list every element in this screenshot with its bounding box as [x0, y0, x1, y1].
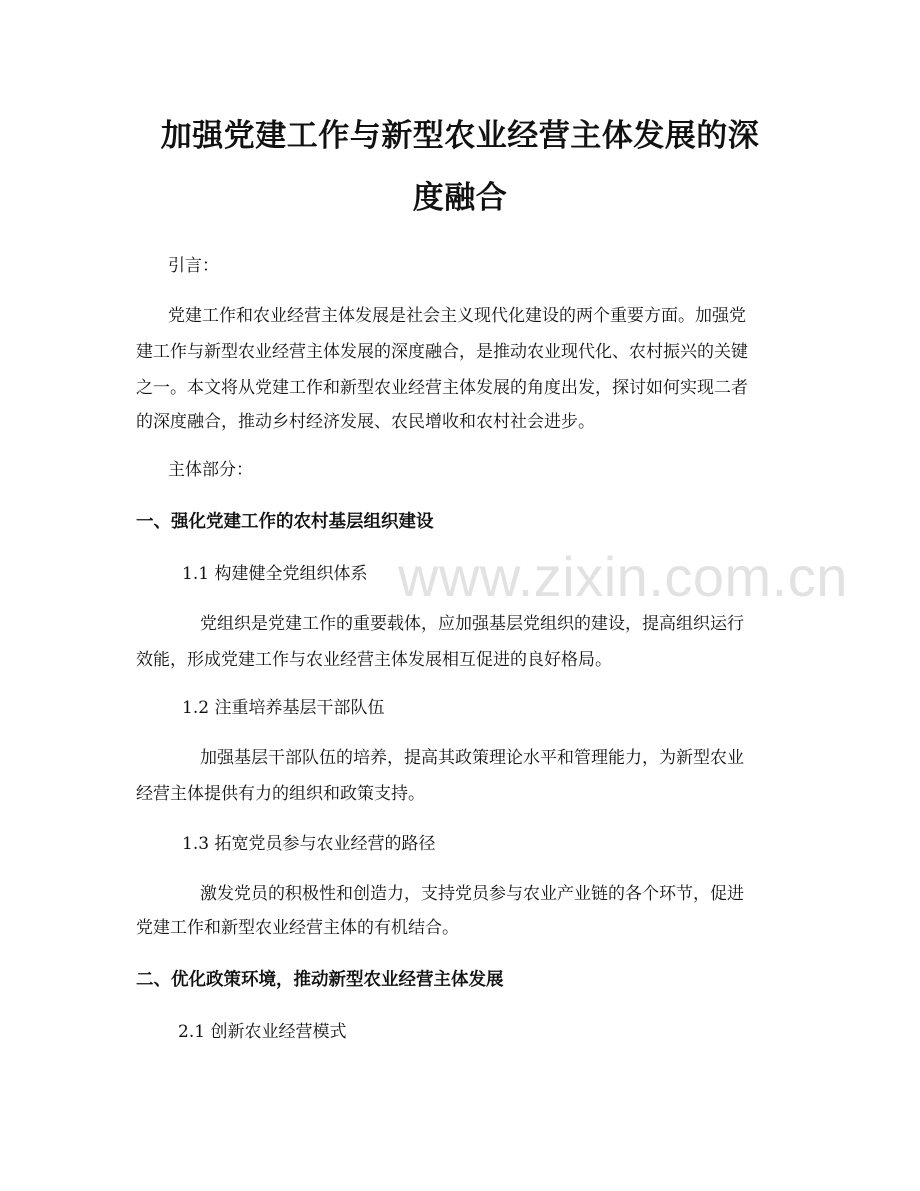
main-label: 主体部分： — [168, 460, 253, 480]
subsection-1-3-line-1: 激发党员的积极性和创造力，支持党员参与农业产业链的各个环节，促进 — [200, 884, 744, 904]
intro-paragraph-line-4: 的深度融合，推动乡村经济发展、农民增收和农村社会进步。 — [136, 412, 595, 432]
intro-label: 引言： — [168, 256, 219, 276]
subsection-1-2-title: 1.2 注重培养基层干部队伍 — [182, 698, 385, 718]
watermark: www.zixin.com.cn — [398, 545, 848, 608]
subsection-2-1-title: 2.1 创新农业经营模式 — [178, 1022, 347, 1042]
intro-paragraph-line-2: 建工作与新型农业经营主体发展的深度融合，是推动农业现代化、农村振兴的关键 — [136, 342, 748, 362]
subsection-1-3-line-2: 党建工作和新型农业经营主体的有机结合。 — [136, 918, 459, 938]
subsection-1-2-line-1: 加强基层干部队伍的培养，提高其政策理论水平和管理能力，为新型农业 — [200, 748, 744, 768]
document-title-line-1: 加强党建工作与新型农业经营主体发展的深 — [160, 118, 760, 154]
intro-paragraph-line-3: 之一。本文将从党建工作和新型农业经营主体发展的角度出发，探讨如何实现二者 — [136, 378, 748, 398]
subsection-1-1-line-2: 效能，形成党建工作与农业经营主体发展相互促进的良好格局。 — [136, 650, 612, 670]
section-1-heading: 一、强化党建工作的农村基层组织建设 — [136, 512, 434, 532]
subsection-1-3-title: 1.3 拓宽党员参与农业经营的路径 — [182, 834, 436, 854]
subsection-1-1-line-1: 党组织是党建工作的重要载体，应加强基层党组织的建设，提高组织运行 — [200, 614, 744, 634]
subsection-1-2-line-2: 经营主体提供有力的组织和政策支持。 — [136, 784, 425, 804]
document-title-line-2: 度融合 — [412, 180, 508, 216]
section-2-heading: 二、优化政策环境，推动新型农业经营主体发展 — [136, 970, 504, 990]
intro-paragraph-line-1: 党建工作和农业经营主体发展是社会主义现代化建设的两个重要方面。加强党 — [168, 306, 746, 326]
subsection-1-1-title: 1.1 构建健全党组织体系 — [182, 564, 368, 584]
